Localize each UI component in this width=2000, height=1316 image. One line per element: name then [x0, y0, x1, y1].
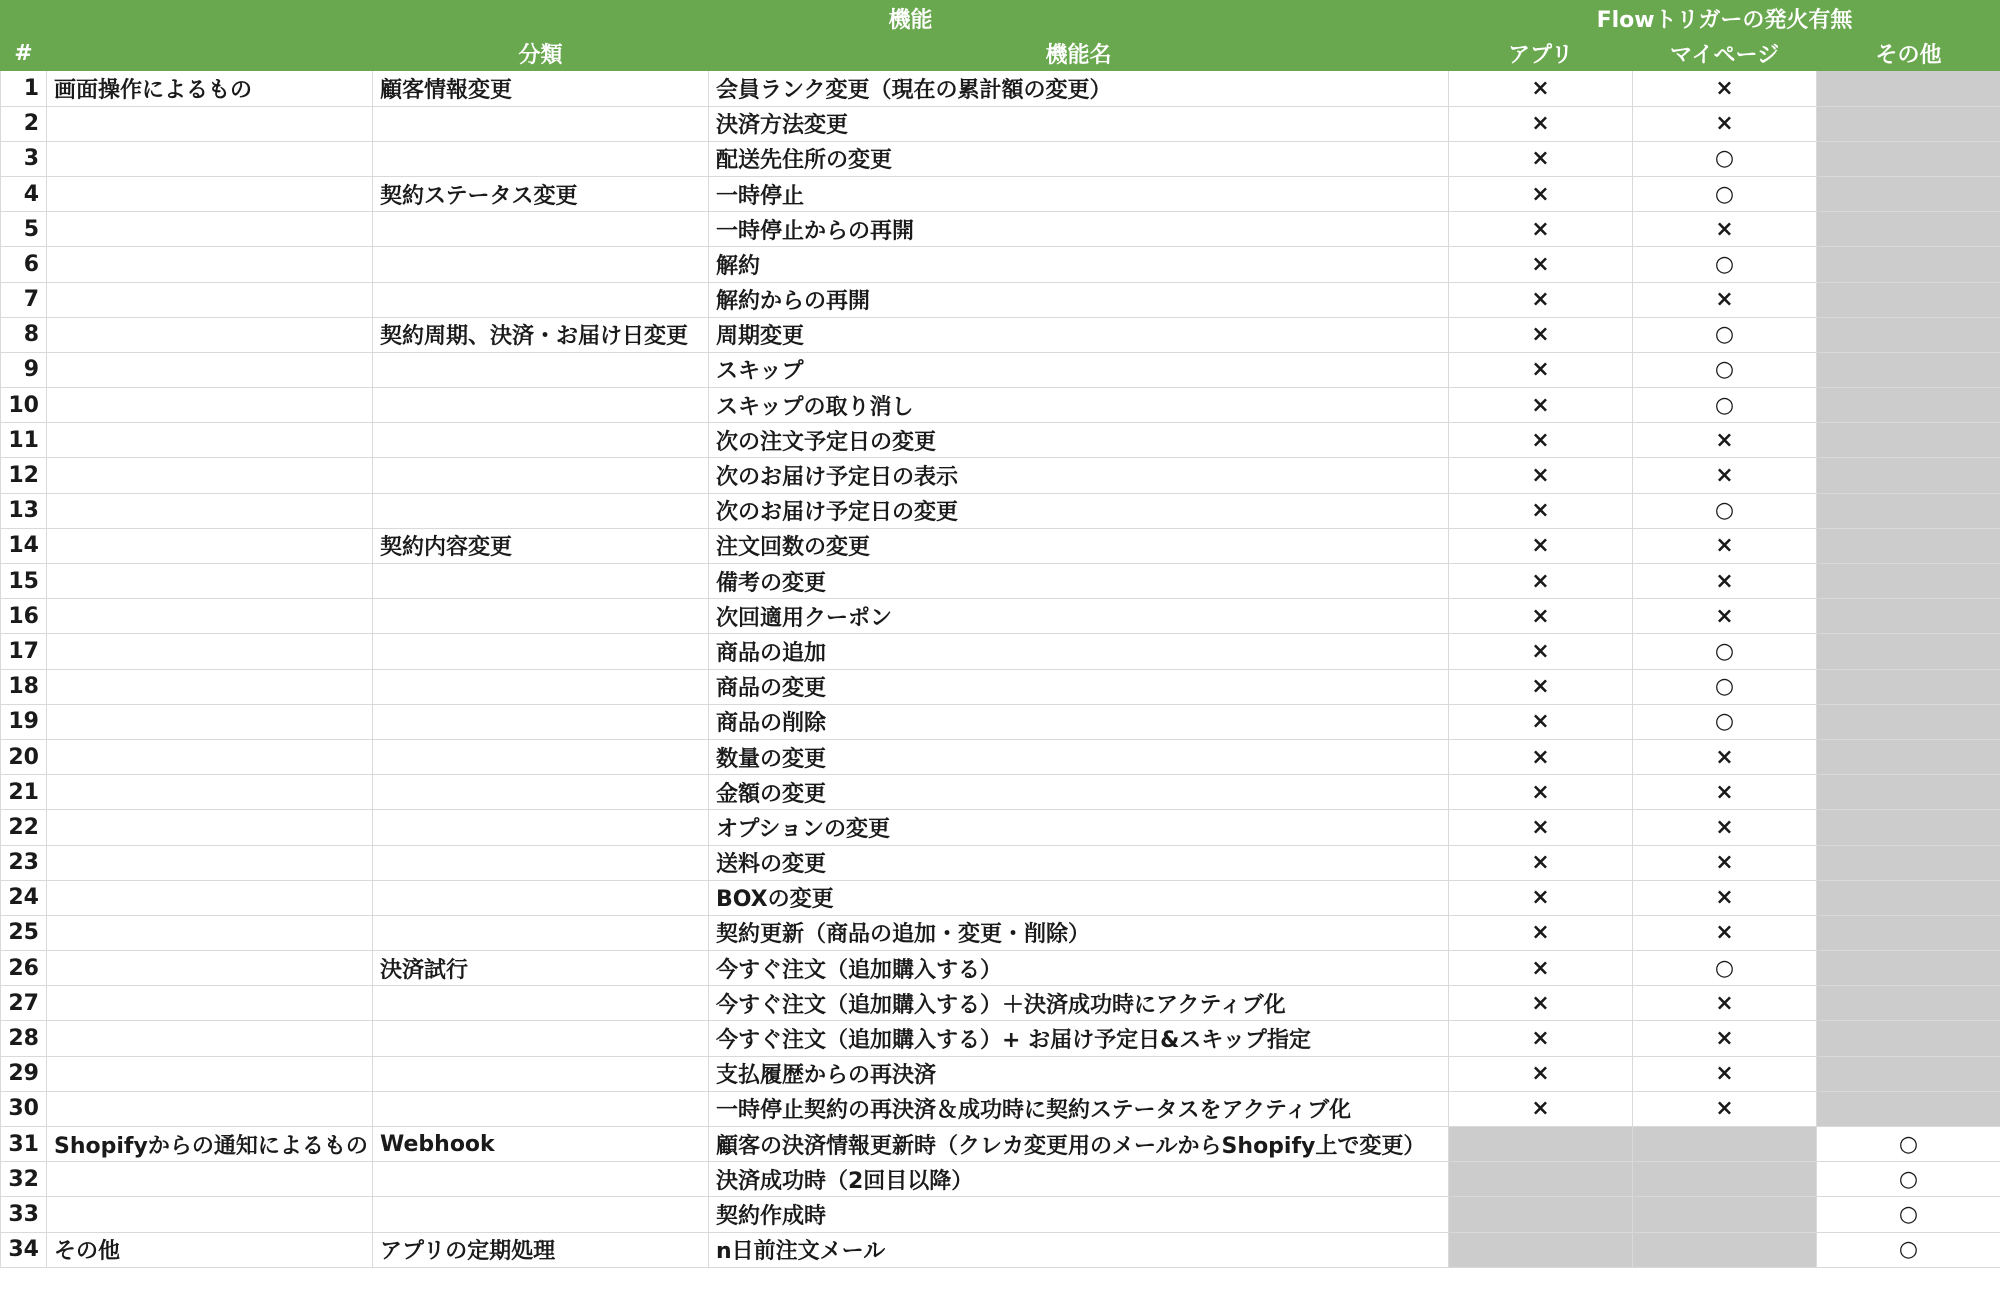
- header-group-row: [1, 1, 2000, 36]
- other-trigger-cell[interactable]: [1817, 141, 2000, 176]
- category-cell[interactable]: [373, 1197, 709, 1232]
- table-row: [1, 810, 2000, 845]
- row-number-cell[interactable]: 13: [1, 493, 47, 528]
- row-number-cell[interactable]: 9: [1, 352, 47, 387]
- mypage-trigger-cell[interactable]: ○: [1633, 141, 1817, 176]
- app-trigger-cell[interactable]: ×: [1449, 845, 1633, 880]
- app-trigger-cell[interactable]: ×: [1449, 141, 1633, 176]
- table-row: [1, 71, 2000, 106]
- row-number-cell[interactable]: 5: [1, 212, 47, 247]
- app-trigger-cell[interactable]: ×: [1449, 669, 1633, 704]
- mypage-trigger-cell[interactable]: [1633, 1162, 1817, 1197]
- category-cell[interactable]: [373, 247, 709, 282]
- table-row: [1, 388, 2000, 423]
- row-number-cell[interactable]: 16: [1, 599, 47, 634]
- other-trigger-cell[interactable]: [1817, 915, 2000, 950]
- other-trigger-cell[interactable]: [1817, 845, 2000, 880]
- other-trigger-cell[interactable]: [1817, 458, 2000, 493]
- mypage-trigger-cell[interactable]: ×: [1633, 986, 1817, 1021]
- other-trigger-cell[interactable]: [1817, 951, 2000, 986]
- header-column-row: [1, 36, 2000, 71]
- table-row: [1, 915, 2000, 950]
- other-trigger-cell[interactable]: [1817, 352, 2000, 387]
- source-cell[interactable]: [47, 458, 373, 493]
- feature-name-cell[interactable]: 次のお届け予定日の表示: [709, 458, 1449, 493]
- mypage-trigger-cell[interactable]: ○: [1633, 388, 1817, 423]
- source-cell[interactable]: [47, 106, 373, 141]
- feature-name-cell[interactable]: 送料の変更: [709, 845, 1449, 880]
- other-trigger-cell[interactable]: [1817, 388, 2000, 423]
- source-cell[interactable]: [47, 704, 373, 739]
- source-cell[interactable]: [47, 1021, 373, 1056]
- feature-name-cell[interactable]: 一時停止契約の再決済＆成功時に契約ステータスをアクティブ化: [709, 1091, 1449, 1126]
- mypage-trigger-cell[interactable]: ×: [1633, 1021, 1817, 1056]
- mypage-trigger-cell[interactable]: ○: [1633, 176, 1817, 211]
- mypage-trigger-cell[interactable]: ○: [1633, 951, 1817, 986]
- source-cell[interactable]: [47, 212, 373, 247]
- row-number-cell[interactable]: 2: [1, 106, 47, 141]
- mypage-trigger-cell[interactable]: ×: [1633, 599, 1817, 634]
- feature-name-cell[interactable]: 金額の変更: [709, 775, 1449, 810]
- source-cell[interactable]: [47, 669, 373, 704]
- category-cell[interactable]: [373, 599, 709, 634]
- table-row: [1, 739, 2000, 774]
- feature-name-cell[interactable]: 商品の削除: [709, 704, 1449, 739]
- feature-name-cell[interactable]: スキップ: [709, 352, 1449, 387]
- header-group-blank[interactable]: [1, 1, 47, 36]
- category-cell[interactable]: 契約ステータス変更: [373, 176, 709, 211]
- app-trigger-cell[interactable]: ×: [1449, 106, 1633, 141]
- category-cell[interactable]: [373, 915, 709, 950]
- app-trigger-cell[interactable]: ×: [1449, 1056, 1633, 1091]
- app-trigger-cell[interactable]: ×: [1449, 880, 1633, 915]
- table-row: [1, 528, 2000, 563]
- category-cell[interactable]: [373, 352, 709, 387]
- app-trigger-cell[interactable]: ×: [1449, 317, 1633, 352]
- row-number-cell[interactable]: 20: [1, 739, 47, 774]
- header-col-app[interactable]: アプリ: [1449, 36, 1633, 71]
- other-trigger-cell[interactable]: ○: [1817, 1232, 2000, 1267]
- category-cell[interactable]: 顧客情報変更: [373, 71, 709, 106]
- source-cell[interactable]: [47, 282, 373, 317]
- app-trigger-cell[interactable]: ×: [1449, 388, 1633, 423]
- app-trigger-cell[interactable]: [1449, 1127, 1633, 1162]
- source-cell[interactable]: [47, 739, 373, 774]
- table-row: [1, 1021, 2000, 1056]
- category-cell[interactable]: [373, 493, 709, 528]
- row-number-cell[interactable]: 22: [1, 810, 47, 845]
- feature-name-cell[interactable]: 数量の変更: [709, 739, 1449, 774]
- category-cell[interactable]: [373, 212, 709, 247]
- row-number-cell[interactable]: 24: [1, 880, 47, 915]
- table-row: [1, 423, 2000, 458]
- table-row: [1, 1091, 2000, 1126]
- category-cell[interactable]: [373, 282, 709, 317]
- mypage-trigger-cell[interactable]: ×: [1633, 71, 1817, 106]
- category-cell[interactable]: アプリの定期処理: [373, 1232, 709, 1267]
- source-cell[interactable]: [47, 634, 373, 669]
- source-cell[interactable]: [47, 247, 373, 282]
- other-trigger-cell[interactable]: [1817, 739, 2000, 774]
- app-trigger-cell[interactable]: ×: [1449, 493, 1633, 528]
- other-trigger-cell[interactable]: ○: [1817, 1127, 2000, 1162]
- header-group-feature[interactable]: 機能: [373, 1, 1449, 36]
- category-cell[interactable]: 契約内容変更: [373, 528, 709, 563]
- source-cell[interactable]: [47, 880, 373, 915]
- app-trigger-cell[interactable]: ×: [1449, 599, 1633, 634]
- mypage-trigger-cell[interactable]: ×: [1633, 106, 1817, 141]
- feature-name-cell[interactable]: 次のお届け予定日の変更: [709, 493, 1449, 528]
- table-row: [1, 599, 2000, 634]
- mypage-trigger-cell[interactable]: ×: [1633, 845, 1817, 880]
- other-trigger-cell[interactable]: [1817, 599, 2000, 634]
- mypage-trigger-cell[interactable]: ×: [1633, 528, 1817, 563]
- mypage-trigger-cell[interactable]: ×: [1633, 282, 1817, 317]
- table-row: [1, 247, 2000, 282]
- category-cell[interactable]: [373, 880, 709, 915]
- mypage-trigger-cell[interactable]: ○: [1633, 493, 1817, 528]
- table-row: [1, 564, 2000, 599]
- header-col-category[interactable]: 分類: [373, 36, 709, 71]
- feature-name-cell[interactable]: 備考の変更: [709, 564, 1449, 599]
- row-number-cell[interactable]: 10: [1, 388, 47, 423]
- row-number-cell[interactable]: 19: [1, 704, 47, 739]
- category-cell[interactable]: [373, 845, 709, 880]
- table-row: [1, 317, 2000, 352]
- other-trigger-cell[interactable]: [1817, 669, 2000, 704]
- row-number-cell[interactable]: 7: [1, 282, 47, 317]
- source-cell[interactable]: [47, 528, 373, 563]
- other-trigger-cell[interactable]: [1817, 493, 2000, 528]
- app-trigger-cell[interactable]: ×: [1449, 775, 1633, 810]
- category-cell[interactable]: [373, 106, 709, 141]
- feature-name-cell[interactable]: 次回適用クーポン: [709, 599, 1449, 634]
- app-trigger-cell[interactable]: ×: [1449, 352, 1633, 387]
- category-cell[interactable]: [373, 634, 709, 669]
- row-number-cell[interactable]: 30: [1, 1091, 47, 1126]
- app-trigger-cell[interactable]: ×: [1449, 458, 1633, 493]
- row-number-cell[interactable]: 28: [1, 1021, 47, 1056]
- category-cell[interactable]: [373, 775, 709, 810]
- mypage-trigger-cell[interactable]: ×: [1633, 915, 1817, 950]
- feature-name-cell[interactable]: 今すぐ注文（追加購入する）+ お届け予定日&スキップ指定: [709, 1021, 1449, 1056]
- feature-name-cell[interactable]: 今すぐ注文（追加購入する）: [709, 951, 1449, 986]
- table-row: [1, 1197, 2000, 1232]
- feature-name-cell[interactable]: オプションの変更: [709, 810, 1449, 845]
- app-trigger-cell[interactable]: ×: [1449, 1091, 1633, 1126]
- feature-name-cell[interactable]: 支払履歴からの再決済: [709, 1056, 1449, 1091]
- row-number-cell[interactable]: 17: [1, 634, 47, 669]
- mypage-trigger-cell[interactable]: ○: [1633, 247, 1817, 282]
- other-trigger-cell[interactable]: [1817, 528, 2000, 563]
- app-trigger-cell[interactable]: ×: [1449, 71, 1633, 106]
- source-cell[interactable]: [47, 564, 373, 599]
- feature-name-cell[interactable]: 商品の追加: [709, 634, 1449, 669]
- header-col-number[interactable]: #: [1, 36, 47, 71]
- header-group-blank[interactable]: [47, 1, 373, 36]
- feature-name-cell[interactable]: 一時停止からの再開: [709, 212, 1449, 247]
- feature-name-cell[interactable]: スキップの取り消し: [709, 388, 1449, 423]
- source-cell[interactable]: [47, 388, 373, 423]
- table-row: [1, 775, 2000, 810]
- feature-name-cell[interactable]: 商品の変更: [709, 669, 1449, 704]
- table-row: [1, 986, 2000, 1021]
- table-row: [1, 1232, 2000, 1267]
- other-trigger-cell[interactable]: ○: [1817, 1162, 2000, 1197]
- mypage-trigger-cell[interactable]: ×: [1633, 564, 1817, 599]
- source-cell[interactable]: [47, 423, 373, 458]
- table-row: [1, 176, 2000, 211]
- source-cell[interactable]: [47, 810, 373, 845]
- source-cell[interactable]: [47, 915, 373, 950]
- source-cell[interactable]: [47, 1162, 373, 1197]
- mypage-trigger-cell[interactable]: ×: [1633, 1091, 1817, 1126]
- table-row: [1, 106, 2000, 141]
- category-cell[interactable]: [373, 1162, 709, 1197]
- category-cell[interactable]: 決済試行: [373, 951, 709, 986]
- row-number-cell[interactable]: 12: [1, 458, 47, 493]
- app-trigger-cell[interactable]: ×: [1449, 1021, 1633, 1056]
- feature-name-cell[interactable]: BOXの変更: [709, 880, 1449, 915]
- other-trigger-cell[interactable]: [1817, 1091, 2000, 1126]
- row-number-cell[interactable]: 14: [1, 528, 47, 563]
- table-row: [1, 212, 2000, 247]
- table-row: [1, 458, 2000, 493]
- mypage-trigger-cell[interactable]: ×: [1633, 810, 1817, 845]
- mypage-trigger-cell[interactable]: ○: [1633, 704, 1817, 739]
- other-trigger-cell[interactable]: [1817, 317, 2000, 352]
- feature-name-cell[interactable]: 顧客の決済情報更新時（クレカ変更用のメールからShopify上で変更）: [709, 1127, 1449, 1162]
- row-number-cell[interactable]: 15: [1, 564, 47, 599]
- table-row: [1, 1162, 2000, 1197]
- other-trigger-cell[interactable]: [1817, 986, 2000, 1021]
- feature-name-cell[interactable]: 次の注文予定日の変更: [709, 423, 1449, 458]
- other-trigger-cell[interactable]: [1817, 1056, 2000, 1091]
- other-trigger-cell[interactable]: [1817, 71, 2000, 106]
- source-cell[interactable]: [47, 141, 373, 176]
- source-cell[interactable]: [47, 1197, 373, 1232]
- source-cell[interactable]: その他: [47, 1232, 373, 1267]
- app-trigger-cell[interactable]: ×: [1449, 247, 1633, 282]
- category-cell[interactable]: 契約周期、決済・お届け日変更: [373, 317, 709, 352]
- app-trigger-cell[interactable]: ×: [1449, 282, 1633, 317]
- app-trigger-cell[interactable]: ×: [1449, 915, 1633, 950]
- source-cell[interactable]: [47, 845, 373, 880]
- feature-name-cell[interactable]: 契約作成時: [709, 1197, 1449, 1232]
- other-trigger-cell[interactable]: [1817, 564, 2000, 599]
- feature-name-cell[interactable]: 会員ランク変更（現在の累計額の変更）: [709, 71, 1449, 106]
- source-cell[interactable]: [47, 176, 373, 211]
- row-number-cell[interactable]: 33: [1, 1197, 47, 1232]
- app-trigger-cell[interactable]: ×: [1449, 176, 1633, 211]
- mypage-trigger-cell[interactable]: [1633, 1232, 1817, 1267]
- mypage-trigger-cell[interactable]: ×: [1633, 775, 1817, 810]
- source-cell[interactable]: [47, 1056, 373, 1091]
- mypage-trigger-cell[interactable]: ×: [1633, 458, 1817, 493]
- app-trigger-cell[interactable]: [1449, 1197, 1633, 1232]
- app-trigger-cell[interactable]: ×: [1449, 423, 1633, 458]
- row-number-cell[interactable]: 29: [1, 1056, 47, 1091]
- table-row: [1, 669, 2000, 704]
- feature-name-cell[interactable]: 注文回数の変更: [709, 528, 1449, 563]
- row-number-cell[interactable]: 11: [1, 423, 47, 458]
- source-cell[interactable]: [47, 352, 373, 387]
- feature-name-cell[interactable]: 周期変更: [709, 317, 1449, 352]
- row-number-cell[interactable]: 18: [1, 669, 47, 704]
- app-trigger-cell[interactable]: ×: [1449, 528, 1633, 563]
- feature-name-cell[interactable]: 契約更新（商品の追加・変更・削除）: [709, 915, 1449, 950]
- category-cell[interactable]: [373, 739, 709, 774]
- row-number-cell[interactable]: 6: [1, 247, 47, 282]
- app-trigger-cell[interactable]: ×: [1449, 704, 1633, 739]
- row-number-cell[interactable]: 1: [1, 71, 47, 106]
- category-cell[interactable]: [373, 388, 709, 423]
- table-row: [1, 1056, 2000, 1091]
- app-trigger-cell[interactable]: ×: [1449, 810, 1633, 845]
- other-trigger-cell[interactable]: [1817, 212, 2000, 247]
- category-cell[interactable]: [373, 458, 709, 493]
- app-trigger-cell[interactable]: ×: [1449, 564, 1633, 599]
- table-row: [1, 352, 2000, 387]
- source-cell[interactable]: [47, 599, 373, 634]
- row-number-cell[interactable]: 4: [1, 176, 47, 211]
- source-cell[interactable]: [47, 951, 373, 986]
- row-number-cell[interactable]: 32: [1, 1162, 47, 1197]
- category-cell[interactable]: [373, 669, 709, 704]
- other-trigger-cell[interactable]: [1817, 810, 2000, 845]
- feature-name-cell[interactable]: 一時停止: [709, 176, 1449, 211]
- category-cell[interactable]: [373, 423, 709, 458]
- category-cell[interactable]: [373, 1021, 709, 1056]
- feature-name-cell[interactable]: 配送先住所の変更: [709, 141, 1449, 176]
- other-trigger-cell[interactable]: [1817, 176, 2000, 211]
- mypage-trigger-cell[interactable]: ×: [1633, 423, 1817, 458]
- feature-name-cell[interactable]: 決済成功時（2回目以降）: [709, 1162, 1449, 1197]
- app-trigger-cell[interactable]: ×: [1449, 212, 1633, 247]
- category-cell[interactable]: [373, 986, 709, 1021]
- source-cell[interactable]: [47, 986, 373, 1021]
- row-number-cell[interactable]: 31: [1, 1127, 47, 1162]
- other-trigger-cell[interactable]: [1817, 423, 2000, 458]
- mypage-trigger-cell[interactable]: ×: [1633, 1056, 1817, 1091]
- row-number-cell[interactable]: 23: [1, 845, 47, 880]
- category-cell[interactable]: [373, 141, 709, 176]
- app-trigger-cell[interactable]: ×: [1449, 739, 1633, 774]
- source-cell[interactable]: [47, 493, 373, 528]
- source-cell[interactable]: [47, 317, 373, 352]
- header-col-other[interactable]: その他: [1817, 36, 2000, 71]
- source-cell[interactable]: Shopifyからの通知によるもの: [47, 1127, 373, 1162]
- header-col-mypage[interactable]: マイページ: [1633, 36, 1817, 71]
- app-trigger-cell[interactable]: [1449, 1162, 1633, 1197]
- category-cell[interactable]: [373, 810, 709, 845]
- table-row: [1, 1127, 2000, 1162]
- other-trigger-cell[interactable]: [1817, 880, 2000, 915]
- table-row: [1, 880, 2000, 915]
- feature-name-cell[interactable]: 今すぐ注文（追加購入する）＋決済成功時にアクティブ化: [709, 986, 1449, 1021]
- app-trigger-cell[interactable]: ×: [1449, 951, 1633, 986]
- other-trigger-cell[interactable]: [1817, 775, 2000, 810]
- mypage-trigger-cell[interactable]: [1633, 1197, 1817, 1232]
- other-trigger-cell[interactable]: [1817, 282, 2000, 317]
- other-trigger-cell[interactable]: [1817, 634, 2000, 669]
- row-number-cell[interactable]: 34: [1, 1232, 47, 1267]
- mypage-trigger-cell[interactable]: ×: [1633, 880, 1817, 915]
- feature-name-cell[interactable]: 解約: [709, 247, 1449, 282]
- table-row: [1, 845, 2000, 880]
- other-trigger-cell[interactable]: [1817, 704, 2000, 739]
- header-col-feature-name[interactable]: 機能名: [709, 36, 1449, 71]
- feature-name-cell[interactable]: 決済方法変更: [709, 106, 1449, 141]
- table-row: [1, 141, 2000, 176]
- mypage-trigger-cell[interactable]: ×: [1633, 212, 1817, 247]
- feature-name-cell[interactable]: n日前注文メール: [709, 1232, 1449, 1267]
- source-cell[interactable]: 画面操作によるもの: [47, 71, 373, 106]
- category-cell[interactable]: [373, 564, 709, 599]
- other-trigger-cell[interactable]: [1817, 247, 2000, 282]
- category-cell[interactable]: [373, 704, 709, 739]
- app-trigger-cell[interactable]: ×: [1449, 986, 1633, 1021]
- table-row: [1, 634, 2000, 669]
- other-trigger-cell[interactable]: [1817, 106, 2000, 141]
- category-cell[interactable]: [373, 1091, 709, 1126]
- source-cell[interactable]: [47, 1091, 373, 1126]
- row-number-cell[interactable]: 8: [1, 317, 47, 352]
- header-group-flow-trigger[interactable]: Flowトリガーの発火有無: [1449, 1, 2000, 36]
- mypage-trigger-cell[interactable]: [1633, 1127, 1817, 1162]
- row-number-cell[interactable]: 21: [1, 775, 47, 810]
- header-col-source[interactable]: [47, 36, 373, 71]
- category-cell[interactable]: Webhook: [373, 1127, 709, 1162]
- table-row: [1, 704, 2000, 739]
- table-row: [1, 951, 2000, 986]
- mypage-trigger-cell[interactable]: ○: [1633, 317, 1817, 352]
- other-trigger-cell[interactable]: ○: [1817, 1197, 2000, 1232]
- app-trigger-cell[interactable]: ×: [1449, 634, 1633, 669]
- app-trigger-cell[interactable]: [1449, 1232, 1633, 1267]
- category-cell[interactable]: [373, 1056, 709, 1091]
- mypage-trigger-cell[interactable]: ○: [1633, 634, 1817, 669]
- mypage-trigger-cell[interactable]: ○: [1633, 352, 1817, 387]
- row-number-cell[interactable]: 26: [1, 951, 47, 986]
- mypage-trigger-cell[interactable]: ○: [1633, 669, 1817, 704]
- row-number-cell[interactable]: 25: [1, 915, 47, 950]
- row-number-cell[interactable]: 3: [1, 141, 47, 176]
- mypage-trigger-cell[interactable]: ×: [1633, 739, 1817, 774]
- row-number-cell[interactable]: 27: [1, 986, 47, 1021]
- feature-name-cell[interactable]: 解約からの再開: [709, 282, 1449, 317]
- source-cell[interactable]: [47, 775, 373, 810]
- table-row: [1, 493, 2000, 528]
- other-trigger-cell[interactable]: [1817, 1021, 2000, 1056]
- table-row: [1, 282, 2000, 317]
